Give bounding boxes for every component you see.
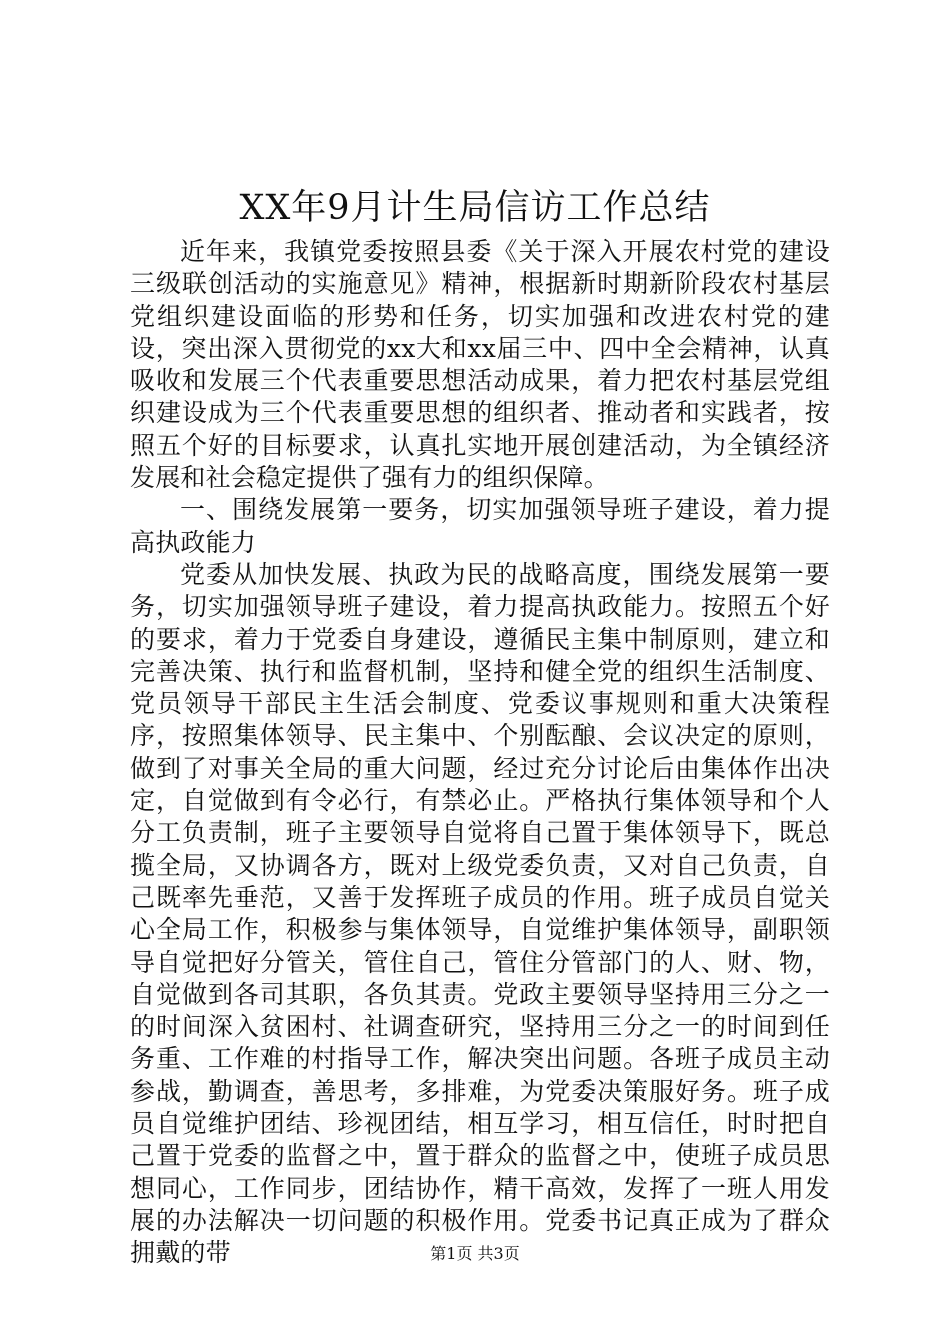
section-heading-1: 一、围绕发展第一要务，切实加强领导班子建设，着力提高执政能力 [130, 495, 830, 557]
document-body [130, 236, 830, 1270]
paragraph-section-1: 党委从加快发展、执政为民的战略高度，围绕发展第一要务，切实加强领导班子建设，着力提高执政能力。按照五个好的要求，着力于党委自身建设，遵循民主集中制原则，建立和完善决策、执行和监督机制，坚持和健全党的组织生活制度、党员领导干部民主生活会制度、党委议事规则和重大决策程序，按照集体领导、民主集中、个别酝酿、会议决定的原则，做到了对事关全局的重大问题，经过充分讨论后由集体作出决定，自觉做到有令必行，有禁必止。严格执行集体领导和个人分工负责制，班子主要领导自觉将自己置于集体领导下，既总揽全局，又协调各方，既对上级党委负责，又对自己负责，自己既率先垂范，又善于发挥班子成员的作用。班子成员自觉关心全局工作，积极参与集体领导，自觉维护集体领导，副职领导自觉把好分管关，管住自己，管住分管部门的人、财、物，自觉做到各司其职，各负其责。党政主要领导坚持用三分之一的时间深入贫困村、社调查研究，坚持用三分之一的时间到任务重、工作难的村指导工作，解决突出问题。各班子成员主动参战，勤调查，善思考，多排难，为党委决策服好务。班子成员自觉维护团结、珍视团结，相互学习，相互信任，时时把自己置于党委的监督之中，置于群众的监督之中，使班子成员思想同心，工作同步，团结协作，精干高效，发挥了一班人用发展的办法解决一切问题的积极作用。党委书记真正成为了群众拥戴的带 [130, 559, 830, 1268]
page-footer: 第1页 共3页 [430, 1244, 520, 1263]
paragraph-intro: 近年来，我镇党委按照县委《关于深入开展农村党的建设三级联创活动的实施意见》精神，根据新时期新阶段农村基层党组织建设面临的形势和任务，切实加强和改进农村党的建设，突出深入贯彻党的xx大和xx届三中、四中全会精神，认真吸收和发展三个代表重要思想活动成果，着力把农村基层党组织建设成为三个代表重要思想的组织者、推动者和实践者，按照五个好的目标要求，认真扎实地开展创建活动，为全镇经济发展和社会稳定提供了强有力的组织保障。 [130, 237, 830, 493]
document-title: XX年9月计生局信访工作总结 [239, 188, 711, 228]
